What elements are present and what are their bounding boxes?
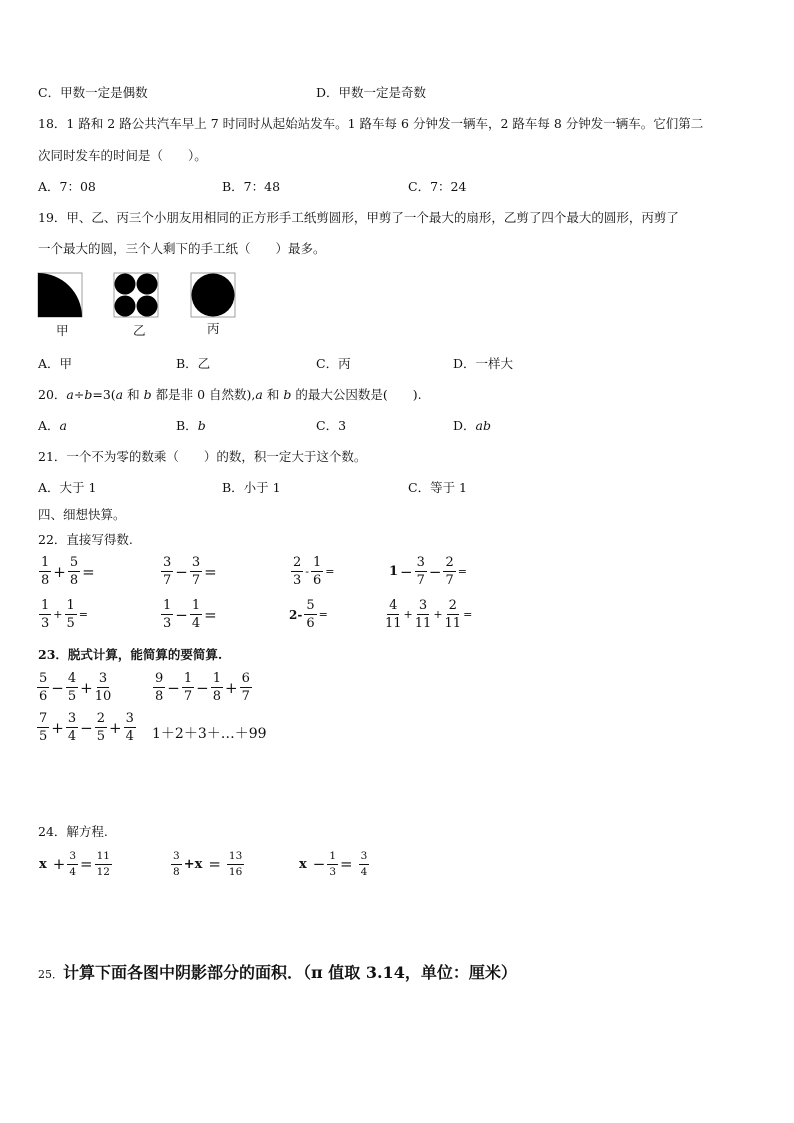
q24-equation-2: $\frac{3}{8}$ +x = $\frac{13}{16}$ bbox=[173, 850, 243, 878]
q19-option-b: B．乙 bbox=[176, 356, 211, 371]
q25-stem bbox=[38, 960, 517, 983]
q20-text: 和 bbox=[266, 387, 280, 402]
q23-expr-2: $\frac{9}{8}$ − $\frac{1}{7}$ − $\frac{1}{8}$ + $\frac{6}{7}$ bbox=[155, 671, 250, 704]
var-a: a bbox=[255, 387, 263, 402]
q17-option-c: C．甲数一定是偶数 bbox=[38, 85, 148, 100]
q22-expr-8: $\frac{4}{11}$ + $\frac{3}{11}$ + $\frac{2}{11}$ = bbox=[385, 598, 473, 631]
q19-figures bbox=[36, 271, 246, 321]
q19-option-c: C．丙 bbox=[316, 356, 351, 371]
q23-expr-3: $\frac{7}{5}$ + $\frac{3}{4}$ − $\frac{2}{5}$ + $\frac{3}{4}$ bbox=[39, 711, 134, 744]
q17-option-d: D．甲数一定是奇数 bbox=[316, 85, 427, 100]
q20-text: 都是非 0 自然数), bbox=[155, 387, 256, 402]
q24-title: 24．解方程. bbox=[38, 824, 108, 839]
q20-option-c: C．3 bbox=[316, 418, 347, 433]
q20-text: 和 bbox=[127, 387, 140, 402]
q18-stem-line1: 18．1 路和 2 路公共汽车早上 7 时同时从起始站发车。1 路车每 6 分钟发一辆车，2 路车每 8 分钟发一辆车。它们第二 bbox=[38, 116, 704, 131]
q20-option-d: D．ab bbox=[453, 418, 491, 433]
q22-expr-1: $\frac{1}{8}$ + $\frac{5}{8}$ = bbox=[41, 555, 95, 588]
q18-stem-line2: 次同时发车的时间是（ ）。 bbox=[38, 148, 207, 163]
figure-label-bing: 丙 bbox=[207, 321, 220, 336]
var-a: a bbox=[66, 387, 74, 402]
equals-three: =3( bbox=[92, 387, 116, 402]
q21-option-c: C．等于 1 bbox=[408, 480, 467, 495]
q22-expr-3: $\frac{2}{3}$ - $\frac{1}{6}$ = bbox=[293, 555, 335, 588]
q19-option-a: A．甲 bbox=[38, 356, 73, 371]
q23-expr-4: 1＋2＋3＋…＋99 bbox=[152, 726, 267, 742]
q18-option-c: C．7：24 bbox=[408, 179, 467, 194]
q20-text: 的最大公因数是( ). bbox=[295, 387, 422, 402]
q24-equation-3: x − $\frac{1}{3}$ = $\frac{3}{4}$ bbox=[299, 850, 368, 878]
figure-bing bbox=[191, 273, 235, 317]
q20-option-b: B．b bbox=[176, 418, 206, 433]
q22-expr-2: $\frac{3}{7}$ − $\frac{3}{7}$ = bbox=[163, 555, 217, 588]
q22-expr-4: 1 − $\frac{3}{7}$ − $\frac{2}{7}$ = bbox=[389, 555, 467, 588]
q24-equation-1: x + $\frac{3}{4}$ = $\frac{11}{12}$ bbox=[39, 850, 110, 878]
q22-expr-5: $\frac{1}{3}$ + $\frac{1}{5}$ = bbox=[41, 598, 88, 631]
var-a: a bbox=[115, 387, 124, 402]
q20-stem bbox=[38, 385, 422, 403]
q18-option-a: A．7：08 bbox=[38, 179, 96, 194]
figure-label-yi: 乙 bbox=[133, 323, 146, 338]
var-b: b bbox=[84, 387, 93, 402]
q20-number: 20． bbox=[38, 387, 67, 402]
var-b: b bbox=[143, 387, 152, 402]
figure-yi bbox=[114, 273, 158, 317]
figure-jia bbox=[38, 273, 82, 317]
q22-expr-7: 2- $\frac{5}{6}$ = bbox=[289, 598, 328, 631]
divide-sign: ÷ bbox=[73, 387, 85, 402]
q25-text: 计算下面各图中阴影部分的面积．（π 值取 3.14，单位：厘米） bbox=[63, 963, 517, 982]
q19-stem-line1: 19．甲、乙、丙三个小朋友用相同的正方形手工纸剪圆形，甲剪了一个最大的扇形，乙剪了四个最大的圆形，丙剪了 bbox=[38, 210, 679, 225]
q21-option-b: B．小于 1 bbox=[222, 480, 281, 495]
q22-expr-6: $\frac{1}{3}$ − $\frac{1}{4}$ = bbox=[163, 598, 217, 631]
q23-title: 23．脱式计算，能简算的要简算. bbox=[38, 647, 223, 662]
q19-stem-line2: 一个最大的圆，三个人剩下的手工纸（ ）最多。 bbox=[38, 241, 326, 256]
figure-label-jia: 甲 bbox=[56, 323, 69, 338]
q21-option-a: A．大于 1 bbox=[38, 480, 97, 495]
q25-number: 25． bbox=[38, 968, 63, 981]
q21-stem: 21．一个不为零的数乘（ ）的数，积一定大于这个数。 bbox=[38, 449, 367, 464]
q23-expr-1: $\frac{5}{6}$ − $\frac{4}{5}$ + $\frac{3}{10}$ bbox=[39, 671, 112, 704]
q18-option-b: B．7：48 bbox=[222, 179, 281, 194]
var-b: b bbox=[283, 387, 292, 402]
section-heading: 四、细想快算。 bbox=[38, 507, 126, 522]
q19-option-d: D．一样大 bbox=[453, 356, 514, 371]
q20-option-a: A．a bbox=[38, 418, 67, 433]
q22-title: 22．直接写得数. bbox=[38, 532, 133, 547]
